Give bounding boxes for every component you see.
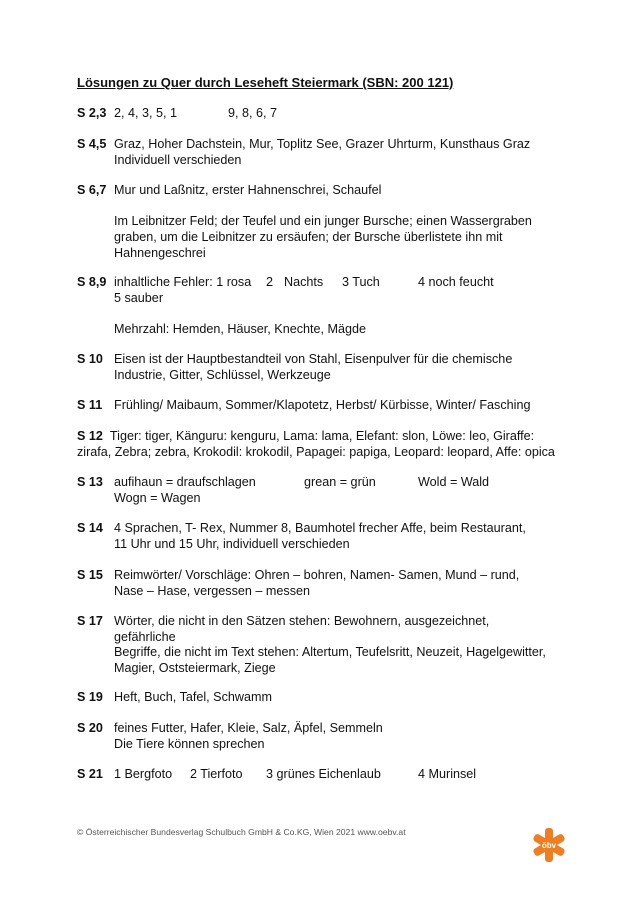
answer-b: 2 Tierfoto bbox=[190, 767, 243, 781]
section-label: S 21 bbox=[77, 767, 103, 781]
answer-line: Eisen ist der Hauptbestandteil von Stahl, Eisenpulver für die chemische bbox=[114, 352, 513, 366]
section-label: S 17 bbox=[77, 614, 103, 628]
answer-line: graben, um die Leibnitzer zu ersäufen; der Bursche überlistete ihn mit bbox=[114, 230, 503, 245]
answer-line: Im Leibnitzer Feld; der Teufel und ein junger Bursche; einen Wassergraben bbox=[114, 214, 532, 229]
answer-a: 2, 4, 3, 5, 1 bbox=[114, 106, 178, 120]
answer-d: 3 Tuch bbox=[342, 275, 380, 289]
answer-c: 3 grünes Eichenlaub bbox=[266, 767, 381, 781]
answer-b: grean = grün bbox=[304, 475, 376, 489]
answer-line: Die Tiere können sprechen bbox=[114, 736, 265, 751]
answer-line: zirafa, Zebra; zebra, Krokodil: krokodil, Papagei: papiga, Leopard: leopard, Affe: opica bbox=[77, 444, 555, 459]
answer-a: aufihaun = draufschlagen bbox=[114, 475, 256, 489]
answer-a: 1 Bergfoto bbox=[114, 767, 173, 781]
page-title: Lösungen zu Quer durch Leseheft Steiermark (SBN: 200 121) bbox=[77, 75, 454, 90]
answer-line: Industrie, Gitter, Schlüssel, Werkzeuge bbox=[114, 367, 331, 382]
answer-a: inhaltliche Fehler: 1 rosa bbox=[114, 275, 252, 289]
answer-line: feines Futter, Hafer, Kleie, Salz, Äpfel, Semmeln bbox=[114, 721, 383, 735]
section-label: S 12 bbox=[77, 429, 103, 443]
section-label: S 14 bbox=[77, 521, 103, 535]
section-label: S 13 bbox=[77, 475, 103, 489]
section-label: S 2,3 bbox=[77, 106, 107, 120]
answer-e: 4 noch feucht bbox=[418, 275, 494, 289]
section-label: S 8,9 bbox=[77, 275, 107, 289]
section-label: S 15 bbox=[77, 568, 103, 582]
answer-line: gefährliche bbox=[114, 629, 176, 644]
answer-line: Heft, Buch, Tafel, Schwamm bbox=[114, 690, 272, 704]
answer-line: Mehrzahl: Hemden, Häuser, Knechte, Mägde bbox=[114, 322, 367, 337]
section-label: S 20 bbox=[77, 721, 103, 735]
section-label: S 6,7 bbox=[77, 183, 107, 197]
answer-line: Magier, Oststeiermark, Ziege bbox=[114, 661, 276, 676]
answer-line: Graz, Hoher Dachstein, Mur, Toplitz See, Grazer Uhrturm, Kunsthaus Graz bbox=[114, 137, 531, 151]
section-s12 bbox=[77, 429, 555, 460]
answer-line: 5 sauber bbox=[114, 290, 164, 305]
answer-line: Hahnengeschrei bbox=[114, 245, 206, 260]
answer-line: Mur und Laßnitz, erster Hahnenschrei, Schaufel bbox=[114, 183, 382, 197]
section-label: S 10 bbox=[77, 352, 103, 366]
copyright-footer: © Österreichischer Bundesverlag Schulbuch GmbH & Co.KG, Wien 2021 www.oebv.at bbox=[77, 827, 406, 837]
answer-c: Nachts bbox=[284, 275, 324, 289]
logo-text: öbv bbox=[541, 841, 557, 850]
section-label: S 4,5 bbox=[77, 137, 107, 151]
answer-line: 4 Sprachen, T- Rex, Nummer 8, Baumhotel frecher Affe, beim Restaurant, bbox=[114, 521, 526, 535]
answer-line: Wogn = Wagen bbox=[114, 490, 201, 505]
answer-line: Frühling/ Maibaum, Sommer/Klapotetz, Herbst/ Kürbisse, Winter/ Fasching bbox=[114, 398, 531, 412]
answer-line: Reimwörter/ Vorschläge: Ohren – bohren, Namen- Samen, Mund – rund, bbox=[114, 568, 520, 582]
oebv-logo bbox=[530, 826, 568, 864]
section-label: S 11 bbox=[77, 398, 103, 412]
answer-b: 2 bbox=[266, 275, 274, 289]
answer-line: Wörter, die nicht in den Sätzen stehen: Bewohnern, ausgezeichnet, bbox=[114, 614, 490, 628]
answer-line: Begriffe, die nicht im Text stehen: Altertum, Teufelsritt, Neuzeit, Hagelgewitter, bbox=[114, 645, 546, 660]
answer-c: Wold = Wald bbox=[418, 475, 490, 489]
answer-b: 9, 8, 6, 7 bbox=[228, 106, 278, 120]
answer-line: Tiger: tiger, Känguru: kenguru, Lama: lama, Elefant: slon, Löwe: leo, Giraffe: bbox=[109, 429, 535, 443]
answer-line: 11 Uhr und 15 Uhr, individuell verschieden bbox=[114, 536, 350, 551]
answer-line: Individuell verschieden bbox=[114, 152, 242, 167]
section-label: S 19 bbox=[77, 690, 103, 704]
answer-d: 4 Murinsel bbox=[418, 767, 477, 781]
answer-line: Nase – Hase, vergessen – messen bbox=[114, 583, 311, 598]
